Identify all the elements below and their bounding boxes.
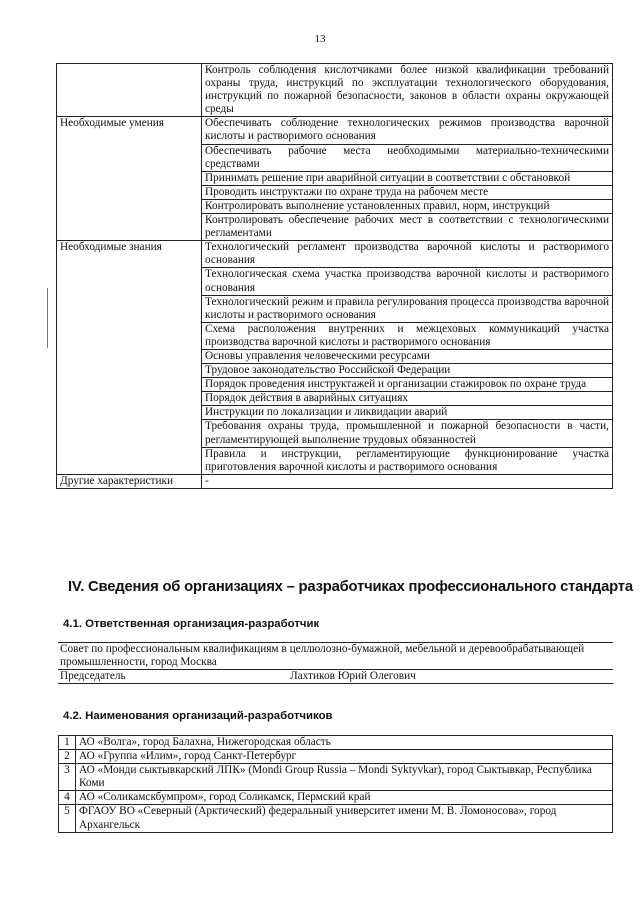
item-cell: Требования охраны труда, промышленной и пожарной безопасности в части, регламентирующей выполнение трудовых обязанностей	[202, 420, 613, 447]
developer-org-row	[59, 805, 613, 832]
responsible-org-heading: 4.1. Ответственная организация-разработчик	[63, 618, 320, 630]
responsible-org-row	[58, 643, 613, 670]
responsible-org-name: Совет по профессиональным квалификациям в целлюлозно-бумажной, мебельной и деревообрабатывающей промышленности, город Москва	[58, 643, 613, 670]
item-cell: Технологическая схема участка производства варочной кислоты и растворимого основания	[202, 268, 613, 295]
item-cell: Правила и инструкции, регламентирующие функционирование участка приготовления варочной кислоты и растворимого основания	[202, 447, 613, 474]
item-cell: Порядок проведения инструктажей и организации стажировок по охране труда	[202, 378, 613, 392]
developer-org-number: 3	[59, 764, 76, 791]
developer-org-row	[59, 750, 613, 764]
skills-table	[56, 63, 613, 489]
item-cell: Обеспечивать рабочие места необходимыми материально-техническими средствами	[202, 144, 613, 171]
developer-org-number: 5	[59, 805, 76, 832]
item-cell: Контролировать обеспечение рабочих мест в соответствии с технологическими регламентами	[202, 214, 613, 241]
developer-org-number: 1	[59, 736, 76, 750]
skills-table-row	[57, 241, 613, 268]
developer-org-name: АО «Соликамскбумпром», город Соликамск, Пермский край	[76, 791, 613, 805]
chair-role: Председатель	[58, 670, 288, 684]
developer-org-row	[59, 764, 613, 791]
item-cell: Принимать решение при аварийной ситуации в соответствии с обстановкой	[202, 171, 613, 185]
item-cell: Схема расположения внутренних и межцеховых коммуникаций участка производства варочной кислоты и растворимого основания	[202, 322, 613, 349]
developer-orgs-heading: 4.2. Наименования организаций-разработчиков	[63, 710, 333, 722]
item-cell: Контролировать выполнение установленных правил, норм, инструкций	[202, 199, 613, 213]
developer-org-name: ФГАОУ ВО «Северный (Арктический) федеральный университет имени М. В. Ломоносова», город Архангельск	[76, 805, 613, 832]
developer-org-row	[59, 791, 613, 805]
category-cell: Необходимые умения	[57, 117, 202, 241]
item-cell: Технологический режим и правила регулирования процесса производства варочной кислоты и растворимого основания	[202, 295, 613, 322]
item-cell: Порядок действия в аварийных ситуациях	[202, 392, 613, 406]
developer-org-name: АО «Волга», город Балахна, Нижегородская область	[76, 736, 613, 750]
developer-org-name: АО «Группа «Илим», город Санкт-Петербург	[76, 750, 613, 764]
item-cell: Трудовое законодательство Российской Федерации	[202, 364, 613, 378]
page-number: 13	[314, 33, 326, 45]
developer-org-row	[59, 736, 613, 750]
skills-table-row	[57, 474, 613, 488]
responsible-org-table	[58, 642, 613, 684]
category-cell: Другие характеристики	[57, 474, 202, 488]
developer-orgs-table	[58, 735, 613, 833]
scan-edge-mark	[47, 288, 48, 348]
item-cell: Контроль соблюдения кислотчиками более низкой квалификации требований охраны труда, инструкций по эксплуатации технологического оборудования, инструкций по пожарной безопасности, законов в области охраны окружающей среды	[202, 64, 613, 117]
chair-row	[58, 670, 613, 684]
category-cell: Необходимые знания	[57, 241, 202, 475]
item-cell: Технологический регламент производства варочной кислоты и растворимого основания	[202, 241, 613, 268]
chair-name: Лахтиков Юрий Олегович	[288, 670, 613, 684]
item-cell: Инструкции по локализации и ликвидации аварий	[202, 406, 613, 420]
developer-org-name: АО «Монди сыктывкарский ЛПК» (Mondi Group Russia – Mondi Syktyvkar), город Сыктывкар, Республика Коми	[76, 764, 613, 791]
developer-org-number: 2	[59, 750, 76, 764]
skills-table-row	[57, 117, 613, 144]
item-cell: Основы управления человеческими ресурсами	[202, 349, 613, 363]
item-cell: Обеспечивать соблюдение технологических режимов производства варочной кислоты и растворимого основания	[202, 117, 613, 144]
section-iv-heading: IV. Сведения об организациях – разработчиках профессионального стандарта	[68, 579, 633, 595]
item-cell: -	[202, 474, 613, 488]
category-cell	[57, 64, 202, 117]
skills-table-row	[57, 64, 613, 117]
developer-org-number: 4	[59, 791, 76, 805]
item-cell: Проводить инструктажи по охране труда на рабочем месте	[202, 185, 613, 199]
